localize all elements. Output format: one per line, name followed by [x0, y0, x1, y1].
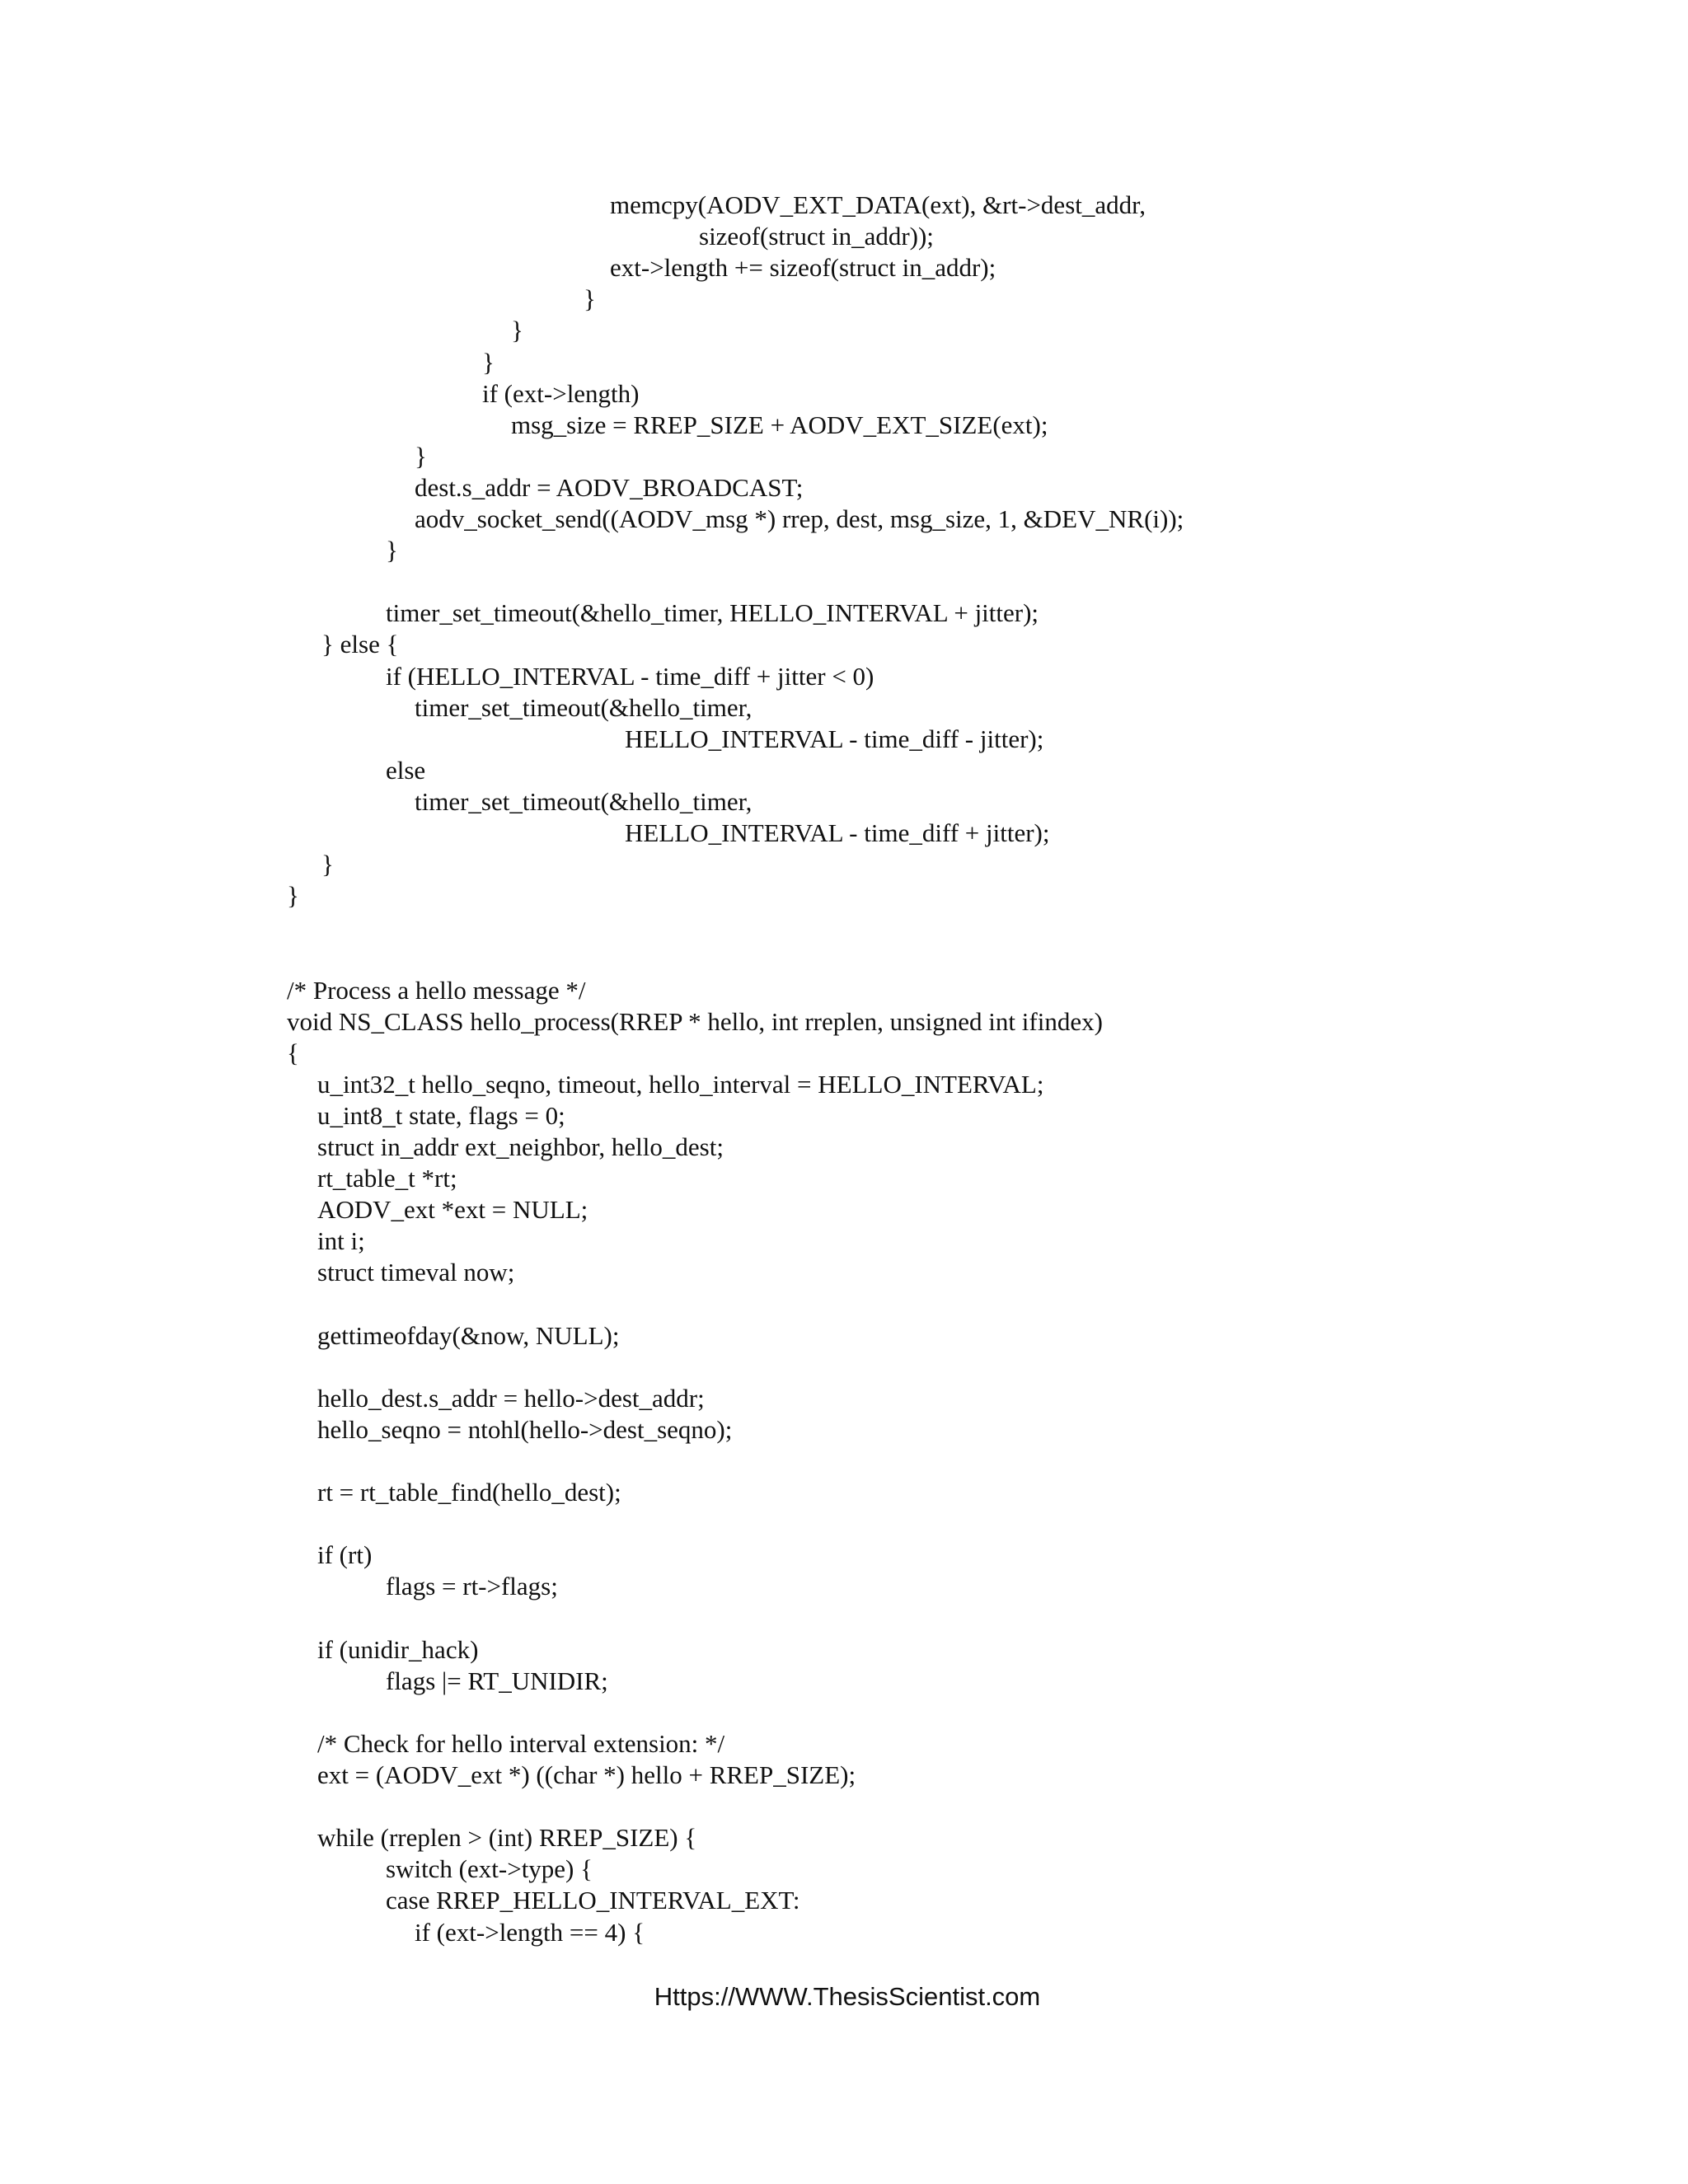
code-line: else	[386, 755, 426, 785]
code-line: rt = rt_table_find(hello_dest);	[317, 1478, 621, 1507]
code-line: switch (ext->type) {	[386, 1854, 593, 1884]
code-line: flags = rt->flags;	[386, 1572, 558, 1601]
code-line: timer_set_timeout(&hello_timer,	[415, 786, 753, 816]
code-line: u_int8_t state, flags = 0;	[317, 1100, 565, 1130]
code-line: if (unidir_hack)	[317, 1634, 479, 1664]
code-line: aodv_socket_send((AODV_msg *) rrep, dest, msg_size, 1, &DEV_NR(i));	[415, 504, 1184, 533]
code-line: ext->length += sizeof(struct in_addr);	[610, 253, 996, 283]
code-line: if (ext->length)	[482, 378, 640, 408]
code-line: }	[584, 284, 596, 314]
footer-url[interactable]	[0, 1982, 1688, 2012]
code-line: hello_seqno = ntohl(hello->dest_seqno);	[317, 1414, 733, 1444]
code-line: AODV_ext *ext = NULL;	[317, 1195, 588, 1225]
code-line: dest.s_addr = AODV_BROADCAST;	[415, 472, 804, 502]
code-line: memcpy(AODV_EXT_DATA(ext), &rt->dest_addr,	[610, 190, 1146, 219]
code-line: }	[415, 441, 427, 471]
code-line: ext = (AODV_ext *) ((char *) hello + RREP_SIZE);	[317, 1760, 856, 1789]
code-line: {	[287, 1038, 299, 1067]
code-line: /* Check for hello interval extension: */	[317, 1728, 725, 1758]
code-line: flags |= RT_UNIDIR;	[386, 1666, 608, 1695]
code-line: HELLO_INTERVAL - time_diff + jitter);	[625, 818, 1050, 847]
code-line: int i;	[317, 1226, 365, 1256]
code-line: }	[482, 347, 495, 377]
code-line: msg_size = RREP_SIZE + AODV_EXT_SIZE(ext);	[511, 410, 1048, 439]
code-line: timer_set_timeout(&hello_timer, HELLO_INTERVAL + jitter);	[386, 598, 1039, 628]
code-line: u_int32_t hello_seqno, timeout, hello_interval = HELLO_INTERVAL;	[317, 1069, 1044, 1099]
code-line: struct timeval now;	[317, 1258, 515, 1287]
code-line: if (rt)	[317, 1540, 373, 1570]
code-line: hello_dest.s_addr = hello->dest_addr;	[317, 1383, 705, 1413]
code-line: void NS_CLASS hello_process(RREP * hello, int rreplen, unsigned int ifindex)	[287, 1006, 1103, 1036]
code-line: }	[511, 316, 523, 345]
code-line: case RREP_HELLO_INTERVAL_EXT:	[386, 1886, 800, 1915]
code-line: /* Process a hello message */	[287, 975, 586, 1005]
code-line: HELLO_INTERVAL - time_diff - jitter);	[625, 724, 1044, 753]
code-line: timer_set_timeout(&hello_timer,	[415, 692, 753, 722]
code-line: } else {	[321, 630, 399, 659]
code-line: while (rreplen > (int) RREP_SIZE) {	[317, 1823, 697, 1853]
code-line: if (ext->length == 4) {	[415, 1917, 645, 1947]
code-line: sizeof(struct in_addr));	[699, 222, 934, 251]
code-line: rt_table_t *rt;	[317, 1164, 457, 1193]
footer-url-text[interactable]: Https://WWW.ThesisScientist.com	[654, 1982, 1041, 2011]
code-line: if (HELLO_INTERVAL - time_diff + jitter < 0)	[386, 661, 874, 691]
code-line: struct in_addr ext_neighbor, hello_dest;	[317, 1132, 724, 1161]
code-line: }	[287, 881, 299, 911]
code-line: }	[321, 850, 334, 879]
code-line: }	[386, 536, 398, 565]
code-line: gettimeofday(&now, NULL);	[317, 1320, 620, 1350]
